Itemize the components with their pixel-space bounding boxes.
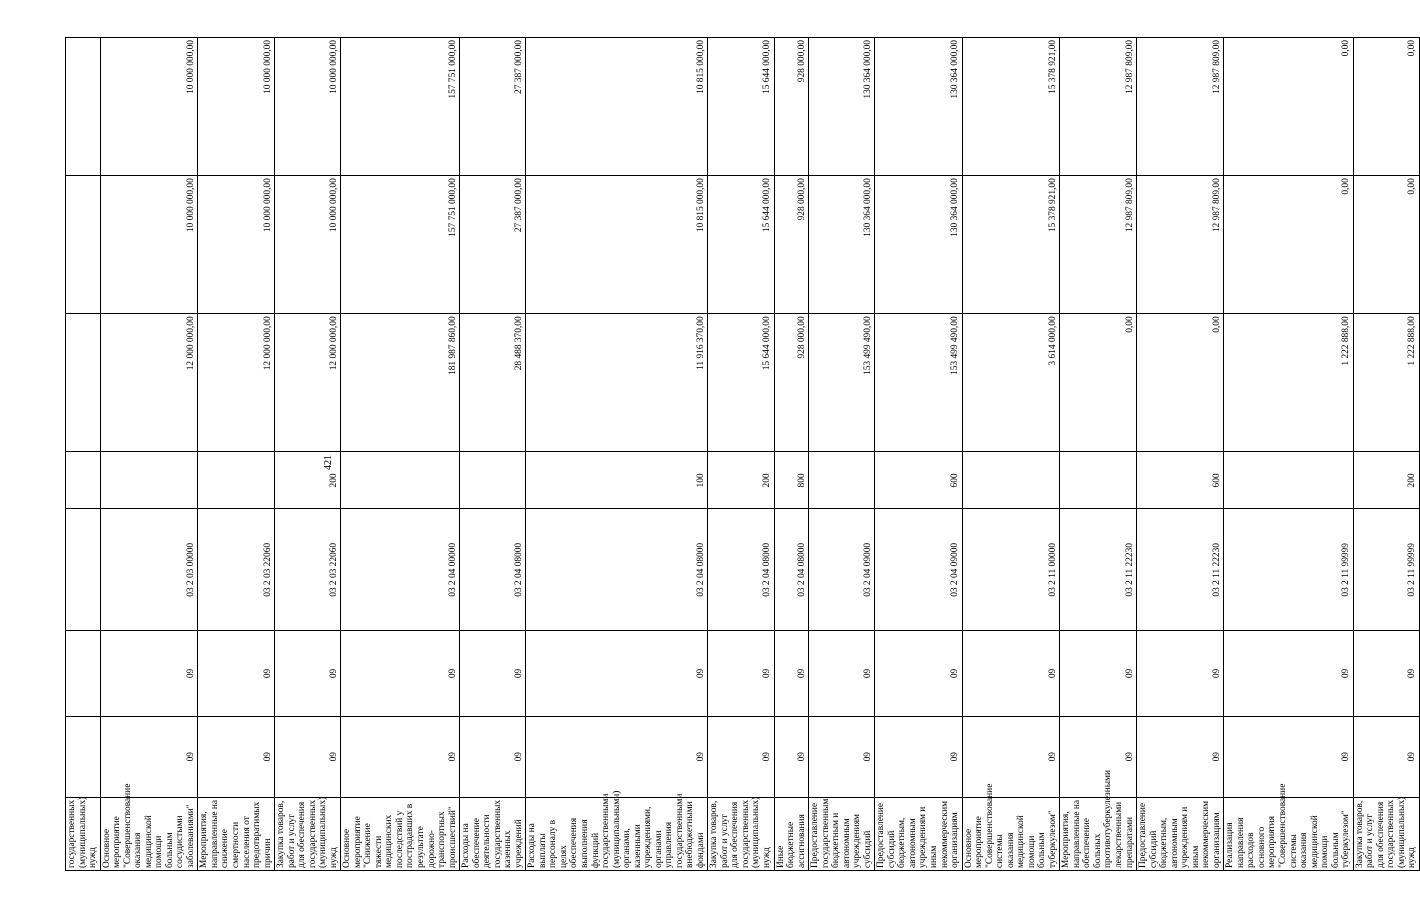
amount-year1-cell: 28 488 370,00 <box>460 314 526 452</box>
row-name-cell: Иные бюджетные ассигнования <box>774 797 809 870</box>
ministry-code-cell: 09 <box>875 716 962 797</box>
section-code-cell: 09 <box>100 631 198 716</box>
target-article-code-cell: 03 2 03 22060 <box>198 509 275 631</box>
table-row <box>1353 38 1419 871</box>
target-article-code-cell: 03 2 11 00000 <box>962 509 1060 631</box>
amount-year1-cell: 0,00 <box>1137 314 1224 452</box>
amount-year3-cell: 130 364 000,00 <box>875 38 962 176</box>
amount-year2-cell: 10 815 000,00 <box>526 176 708 314</box>
amount-year2-cell: 10 000 000,00 <box>100 176 198 314</box>
amount-year3-cell: 12 987 809,00 <box>1137 38 1224 176</box>
expense-type-code-cell: 200 <box>708 452 774 509</box>
row-name-cell: Расходы на обеспечение деятельности государственных казенных учреждений <box>460 797 526 870</box>
amount-year1-cell: 15 644 000,00 <box>708 314 774 452</box>
amount-year2-cell: 928 000,00 <box>774 176 809 314</box>
budget-table <box>65 37 1420 871</box>
target-article-code-cell: 03 2 04 08000 <box>526 509 708 631</box>
amount-year3-cell: 15 378 921,00 <box>962 38 1060 176</box>
row-name-cell: Реализация направления расходов основного мероприятия "Совершенствование системы оказания медицинской помощи больным туберкулезом" <box>1224 797 1353 870</box>
amount-year1-cell: 928 000,00 <box>774 314 809 452</box>
amount-year2-cell <box>66 176 101 314</box>
amount-year3-cell: 0,00 <box>1353 38 1419 176</box>
amount-year2-cell: 157 751 000,00 <box>341 176 460 314</box>
ministry-code-cell: 09 <box>275 716 341 797</box>
expense-type-code-cell <box>341 452 460 509</box>
ministry-code-cell: 09 <box>809 716 875 797</box>
table-row <box>809 38 875 871</box>
amount-year3-cell: 10 000 000,00 <box>198 38 275 176</box>
amount-year2-cell: 27 387 000,00 <box>460 176 526 314</box>
amount-year3-cell: 27 387 000,00 <box>460 38 526 176</box>
amount-year2-cell: 0,00 <box>1353 176 1419 314</box>
row-name-cell: Предоставление субсидий бюджетным, автономным учреждениям и иным некоммерческим организациям <box>875 797 962 870</box>
table-row <box>460 38 526 871</box>
table-row <box>875 38 962 871</box>
section-code-cell: 09 <box>1137 631 1224 716</box>
amount-year3-cell: 0,00 <box>1224 38 1353 176</box>
expense-type-code-cell <box>100 452 198 509</box>
target-article-code-cell: 03 2 04 09000 <box>809 509 875 631</box>
amount-year3-cell <box>66 38 101 176</box>
target-article-code-cell: 03 2 04 09000 <box>875 509 962 631</box>
target-article-code-cell: 03 2 11 22230 <box>1060 509 1137 631</box>
amount-year3-cell: 15 644 000,00 <box>708 38 774 176</box>
ministry-code-cell: 09 <box>341 716 460 797</box>
expense-type-code-cell <box>1060 452 1137 509</box>
section-code-cell: 09 <box>809 631 875 716</box>
row-name-cell: Мероприятия, направленные на снижение смертности населения от предотвратимых причин <box>198 797 275 870</box>
section-code-cell: 09 <box>1224 631 1353 716</box>
section-code-cell: 09 <box>875 631 962 716</box>
row-name-cell: Расходы на выплаты персоналу в целях обеспечения выполнения функций государственными (муниципальными) органами, казенными учреждениями, органами управления государственными внебюджетными фондами <box>526 797 708 870</box>
target-article-code-cell: 03 2 11 99999 <box>1224 509 1353 631</box>
amount-year1-cell: 0,00 <box>1060 314 1137 452</box>
expense-type-code-cell: 100 <box>526 452 708 509</box>
amount-year1-cell: 181 987 860,00 <box>341 314 460 452</box>
amount-year1-cell: 1 222 888,00 <box>1224 314 1353 452</box>
amount-year3-cell: 130 364 000,00 <box>809 38 875 176</box>
rotated-page-content <box>65 37 1418 871</box>
row-name-cell: государственных (муниципальных) нужд <box>66 797 101 870</box>
amount-year1-cell: 3 614 000,00 <box>962 314 1060 452</box>
target-article-code-cell: 03 2 04 08000 <box>460 509 526 631</box>
row-name-cell: Мероприятия, направленные на обеспечение больных противотуберкулезными лекарственными препаратами <box>1060 797 1137 870</box>
page-number: 421 <box>323 455 334 470</box>
target-article-code-cell: 03 2 11 22230 <box>1137 509 1224 631</box>
table-body <box>66 38 1420 871</box>
amount-year3-cell: 928 000,00 <box>774 38 809 176</box>
amount-year3-cell: 10 000 000,00 <box>100 38 198 176</box>
amount-year2-cell: 12 987 809,00 <box>1060 176 1137 314</box>
target-article-code-cell: 03 2 03 00000 <box>100 509 198 631</box>
amount-year2-cell: 15 378 921,00 <box>962 176 1060 314</box>
expense-type-code-cell <box>809 452 875 509</box>
ministry-code-cell: 09 <box>962 716 1060 797</box>
section-code-cell: 09 <box>708 631 774 716</box>
row-name-cell: Основное мероприятие "Совершенствование системы оказания медицинской помощи больным туберкулезом" <box>962 797 1060 870</box>
target-article-code-cell: 03 2 04 08000 <box>774 509 809 631</box>
expense-type-code-cell <box>460 452 526 509</box>
expense-type-code-cell <box>962 452 1060 509</box>
amount-year3-cell: 157 751 000,00 <box>341 38 460 176</box>
ministry-code-cell: 09 <box>526 716 708 797</box>
target-article-code-cell: 03 2 03 22060 <box>275 509 341 631</box>
expense-type-code-cell: 600 <box>1137 452 1224 509</box>
amount-year2-cell: 10 000 000,00 <box>275 176 341 314</box>
section-code-cell: 09 <box>198 631 275 716</box>
amount-year2-cell: 0,00 <box>1224 176 1353 314</box>
amount-year1-cell <box>66 314 101 452</box>
ministry-code-cell: 09 <box>1353 716 1419 797</box>
section-code-cell: 09 <box>774 631 809 716</box>
row-name-cell: Закупка товаров, работ и услуг для обеспечения государственных (муниципальных) нужд <box>275 797 341 870</box>
amount-year1-cell: 11 916 370,00 <box>526 314 708 452</box>
ministry-code-cell: 09 <box>1224 716 1353 797</box>
amount-year2-cell: 15 644 000,00 <box>708 176 774 314</box>
expense-type-code-cell: 200 <box>275 452 341 509</box>
amount-year3-cell: 10 815 000,00 <box>526 38 708 176</box>
table-row <box>708 38 774 871</box>
row-name-cell: Закупка товаров, работ и услуг для обеспечения государственных (муниципальных) нужд <box>708 797 774 870</box>
table-row <box>100 38 198 871</box>
table-row <box>66 38 101 871</box>
row-name-cell: Предоставление субсидий бюджетным, автономным учреждениям и иным некоммерческим организациям <box>1137 797 1224 870</box>
section-code-cell: 09 <box>275 631 341 716</box>
expense-type-code-cell <box>198 452 275 509</box>
expense-type-code-cell: 800 <box>774 452 809 509</box>
amount-year1-cell: 12 000 000,00 <box>275 314 341 452</box>
target-article-code-cell: 03 2 04 08000 <box>708 509 774 631</box>
table-row <box>275 38 341 871</box>
amount-year1-cell: 153 499 490,00 <box>809 314 875 452</box>
section-code-cell: 09 <box>526 631 708 716</box>
row-name-cell: Закупка товаров, работ и услуг для обеспечения государственных (муниципальных) нужд <box>1353 797 1419 870</box>
section-code-cell: 09 <box>341 631 460 716</box>
table-row <box>1060 38 1137 871</box>
expense-type-code-cell <box>1224 452 1353 509</box>
amount-year2-cell: 130 364 000,00 <box>875 176 962 314</box>
table-row <box>774 38 809 871</box>
row-name-cell: Основное мероприятие "Совершенствование оказания медицинской помощи больным сосудистыми заболеваниями" <box>100 797 198 870</box>
amount-year2-cell: 10 000 000,00 <box>198 176 275 314</box>
ministry-code-cell: 09 <box>100 716 198 797</box>
expense-type-code-cell <box>66 452 101 509</box>
amount-year3-cell: 10 000 000,00 <box>275 38 341 176</box>
ministry-code-cell: 09 <box>1137 716 1224 797</box>
ministry-code-cell <box>66 716 101 797</box>
expense-type-code-cell: 200 <box>1353 452 1419 509</box>
table-row <box>1137 38 1224 871</box>
table-row <box>1224 38 1353 871</box>
row-name-cell: Предоставление государственным бюджетным и автономным учреждениям субсидий <box>809 797 875 870</box>
amount-year2-cell: 130 364 000,00 <box>809 176 875 314</box>
amount-year1-cell: 12 000 000,00 <box>100 314 198 452</box>
amount-year1-cell: 1 222 888,00 <box>1353 314 1419 452</box>
table-row <box>341 38 460 871</box>
section-code-cell <box>66 631 101 716</box>
ministry-code-cell: 09 <box>1060 716 1137 797</box>
target-article-code-cell: 03 2 04 00000 <box>341 509 460 631</box>
section-code-cell: 09 <box>460 631 526 716</box>
section-code-cell: 09 <box>1353 631 1419 716</box>
section-code-cell: 09 <box>1060 631 1137 716</box>
amount-year1-cell: 12 000 000,00 <box>198 314 275 452</box>
table-row <box>526 38 708 871</box>
section-code-cell: 09 <box>962 631 1060 716</box>
amount-year1-cell: 153 499 490,00 <box>875 314 962 452</box>
ministry-code-cell: 09 <box>774 716 809 797</box>
table-row <box>198 38 275 871</box>
ministry-code-cell: 09 <box>460 716 526 797</box>
expense-type-code-cell: 600 <box>875 452 962 509</box>
amount-year3-cell: 12 987 809,00 <box>1060 38 1137 176</box>
ministry-code-cell: 09 <box>198 716 275 797</box>
target-article-code-cell <box>66 509 101 631</box>
row-name-cell: Основное мероприятие "Снижение тяжести медицинских последствий у пострадавших в результате дорожно-транспортных происшествий" <box>341 797 460 870</box>
ministry-code-cell: 09 <box>708 716 774 797</box>
target-article-code-cell: 03 2 11 99999 <box>1353 509 1419 631</box>
amount-year2-cell: 12 987 809,00 <box>1137 176 1224 314</box>
table-row <box>962 38 1060 871</box>
